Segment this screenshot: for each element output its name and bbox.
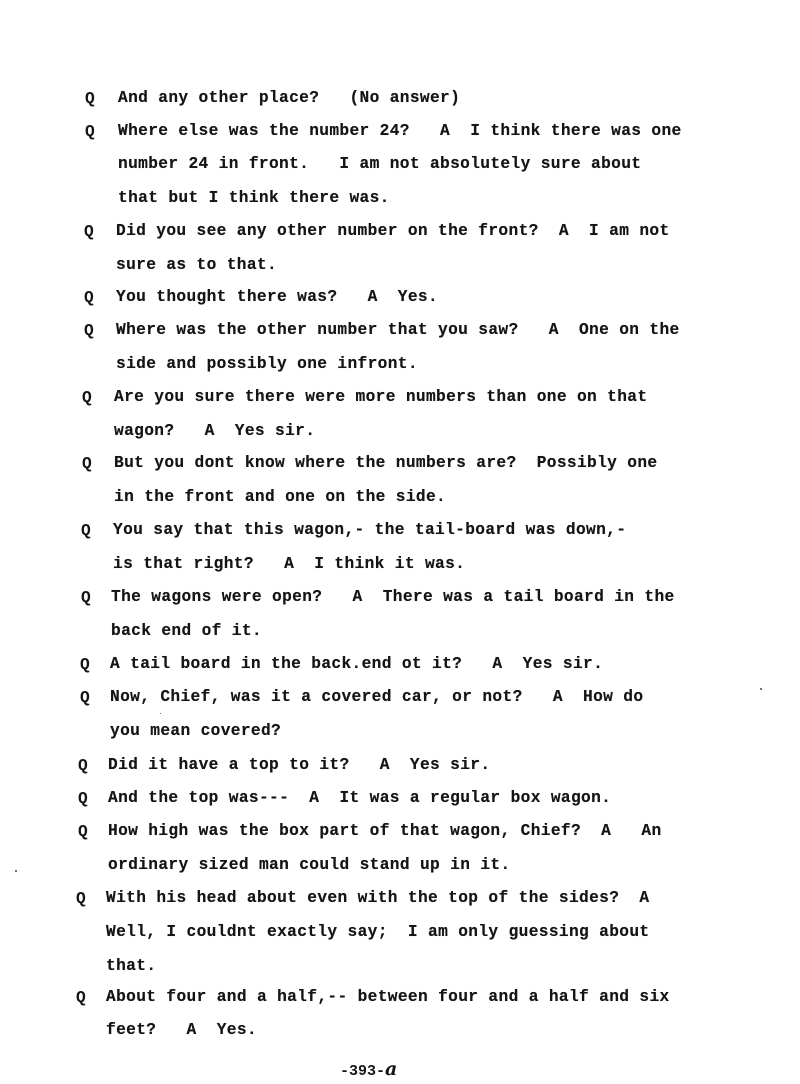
transcript-line: that. [106,957,157,975]
question-marker: Q [85,123,95,141]
transcript-line: Are you sure there were more numbers than one on that [114,388,648,406]
transcript-line: back end of it. [111,622,262,640]
transcript-line: You thought there was? A Yes. [116,288,439,306]
question-marker: Q [81,522,91,540]
transcript-line: Did it have a top to it? A Yes sir. [108,756,491,774]
transcript-line: Did you see any other number on the front? A I am not [116,222,670,240]
question-marker: Q [82,455,92,473]
scan-speck [760,688,762,690]
question-marker: Q [84,289,94,307]
transcript-line: Where was the other number that you saw? A One on the [116,321,680,339]
transcript-line: And any other place? (No answer) [118,89,461,107]
scan-speck [15,870,17,872]
page-number [340,1059,397,1082]
transcript-line: With his head about even with the top of the sides? A [106,889,650,907]
transcript-line: And the top was--- A It was a regular box wagon. [108,789,612,807]
transcript-line: side and possibly one infront. [116,355,418,373]
question-marker: Q [78,823,88,841]
transcript-line: you mean covered? [110,722,282,740]
question-marker: Q [84,322,94,340]
transcript-line: feet? A Yes. [106,1021,257,1039]
transcript-line: is that right? A I think it was. [113,555,466,573]
scan-speck [160,713,161,714]
page-number-text: -393- [340,1063,386,1080]
transcript-line: You say that this wagon,- the tail-board was down,- [113,521,627,539]
question-marker: Q [76,989,86,1007]
transcript-line: A tail board in the back.end ot it? A Yes sir. [110,655,604,673]
question-marker: Q [80,689,90,707]
transcript-line: that but I think there was. [118,189,390,207]
transcript-line: But you dont know where the numbers are? Possibly one [114,454,658,472]
transcript-line: number 24 in front. I am not absolutely sure about [118,155,642,173]
question-marker: Q [78,790,88,808]
transcript-line: Where else was the number 24? A I think there was one [118,122,682,140]
transcript-line: Now, Chief, was it a covered car, or not? A How do [110,688,644,706]
question-marker: Q [78,757,88,775]
transcript-line: The wagons were open? A There was a tail board in the [111,588,675,606]
transcript-line: ordinary sized man could stand up in it. [108,856,511,874]
question-marker: Q [84,223,94,241]
question-marker: Q [76,890,86,908]
transcript-line: About four and a half,-- between four and a half and six [106,988,670,1006]
transcript-line: sure as to that. [116,256,278,274]
question-marker: Q [82,389,92,407]
question-marker: Q [85,90,95,108]
question-marker: Q [80,656,90,674]
transcript-line: wagon? A Yes sir. [114,422,316,440]
handwritten-page-suffix: a [385,1058,398,1080]
transcript-line: How high was the box part of that wagon, Chief? A An [108,822,662,840]
transcript-line: in the front and one on the side. [114,488,447,506]
transcript-line: Well, I couldnt exactly say; I am only guessing about [106,923,650,941]
question-marker: Q [81,589,91,607]
